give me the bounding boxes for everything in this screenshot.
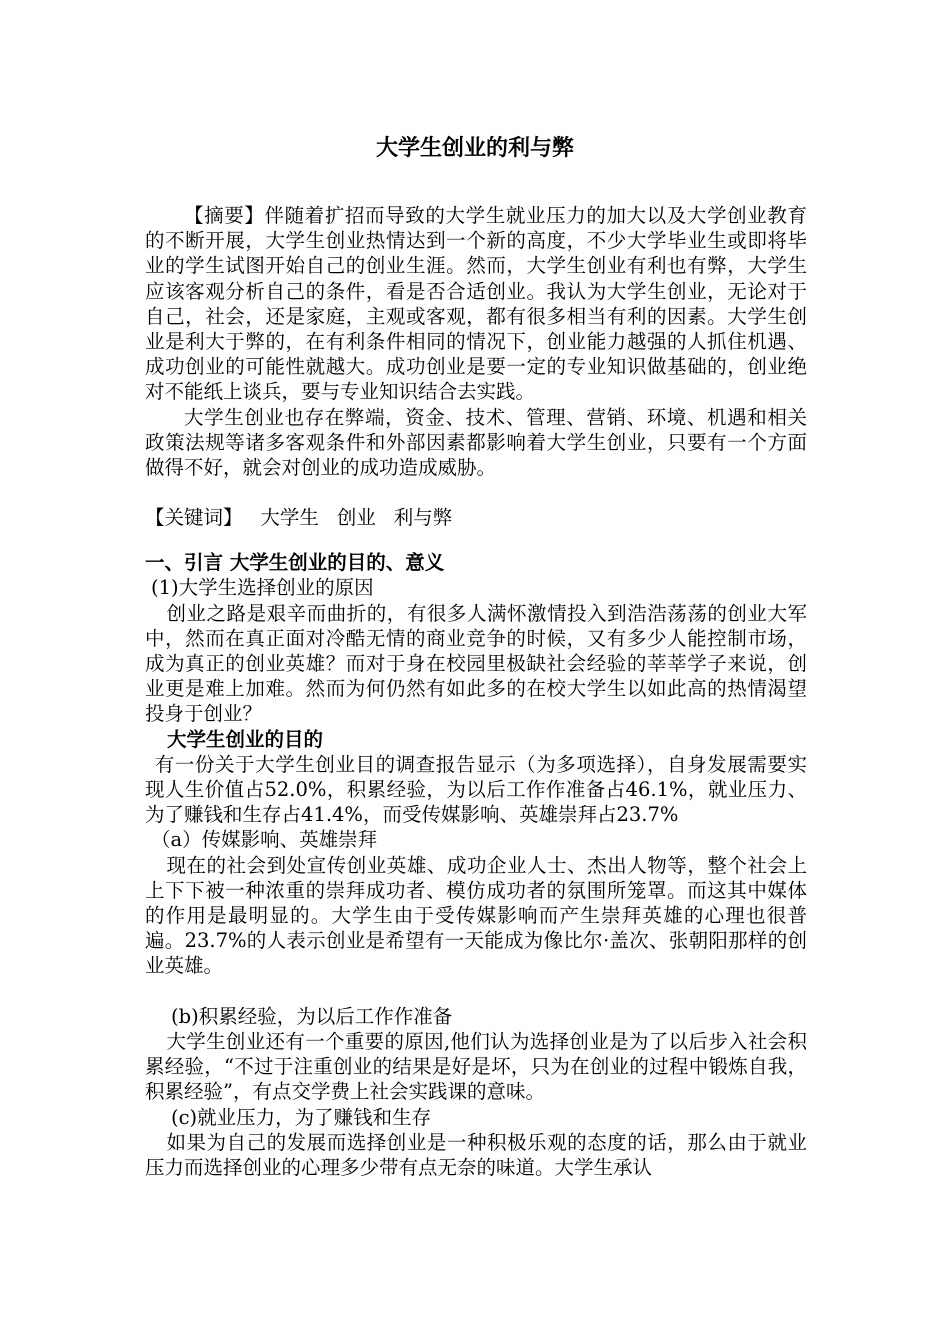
keywords-label: 【关键词】 <box>145 506 243 530</box>
item-a-paragraph: 现在的社会到处宣传创业英雄、成功企业人士、杰出人物等，整个社会上上下下被一种浓重的崇拜成功者、模仿成功者的氛围所笼罩。而这其中媒体的作用是最明显的。大学生由于受传媒影响而产生崇拜英雄的心理也很普遍。23.7%的人表示创业是希望有一天能成为像比尔·盖次、张朝阳那样的创业英雄。 <box>145 853 807 978</box>
spacer <box>145 480 807 505</box>
document-title: 大学生创业的利与弊 <box>375 136 574 161</box>
abstract-paragraph-2: 大学生创业也存在弊端，资金、技术、管理、营销、环境、机遇和相关政策法规等诸多客观条件和外部因素都影响着大学生创业，只要有一个方面做得不好，就会对创业的成功造成威胁。 <box>145 405 807 480</box>
purpose-heading: 大学生创业的目的 <box>167 727 324 751</box>
item-c-paragraph: 如果为自己的发展而选择创业是一种积极乐观的态度的话，那么由于就业压力而选择创业的心理多少带有点无奈的味道。大学生承认 <box>145 1130 807 1179</box>
item-a-title: （a）传媒影响、英雄崇拜 <box>151 828 378 852</box>
purpose-paragraph: 有一份关于大学生创业目的调查报告显示（为多项选择），自身发展需要实现人生价值占52.0%，积累经验，为以后工作作准备占46.1%，就业压力、为了赚钱和生存占41.4%，而受传媒影响、英雄崇拜占23.7% <box>145 752 807 827</box>
keyword-item: 创业 <box>336 506 376 530</box>
item-b-paragraph: 大学生创业还有一个重要的原因,他们认为选择创业是为了以后步入社会积累经验，“不过于注重创业的结果是好是坏，只为在创业的过程中锻炼自我，积累经验”，有点交学费上社会实践课的意味。 <box>145 1029 807 1104</box>
subsection-title: (1)大学生选择创业的原因 <box>151 576 374 600</box>
item-b-title: (b)积累经验，为以后工作作准备 <box>171 1004 453 1028</box>
spacer <box>145 979 807 1004</box>
keywords-line <box>145 505 807 530</box>
spacer <box>145 530 807 550</box>
abstract-paragraph-1: 【摘要】伴随着扩招而导致的大学生就业压力的加大以及大学创业教育的不断开展，大学生创业热情达到一个新的高度，不少大学毕业生或即将毕业的学生试图开始自己的创业生涯。然而，大学生创业有利也有弊，大学生应该客观分析自己的条件，看是否合适创业。我认为大学生创业，无论对于自己，社会，还是家庭，主观或客观，都有很多相当有利的因素。大学生创业是利大于弊的，在有利条件相同的情况下，创业能力越强的人抓住机遇、成功创业的可能性就越大。成功创业是要一定的专业知识做基础的，创业绝对不能纸上谈兵，要与专业知识结合去实践。 <box>145 204 807 404</box>
keyword-item: 利与弊 <box>393 506 453 530</box>
keyword-item: 大学生 <box>260 506 319 530</box>
document-body <box>145 203 807 1180</box>
subsection-paragraph: 创业之路是艰辛而曲折的，有很多人满怀激情投入到浩浩荡荡的创业大军中，然而在真正面对冷酷无情的商业竞争的时候，又有多少人能控制市场，成为真正的创业英雄？而对于身在校园里极缺社会经验的莘莘学子来说，创业更是难上加难。然而为何仍然有如此多的在校大学生以如此高的热情渴望投身于创业？ <box>145 601 807 726</box>
section-heading: 一、引言 大学生创业的目的、意义 <box>145 551 445 575</box>
item-c-title: (c)就业压力，为了赚钱和生存 <box>171 1105 432 1129</box>
